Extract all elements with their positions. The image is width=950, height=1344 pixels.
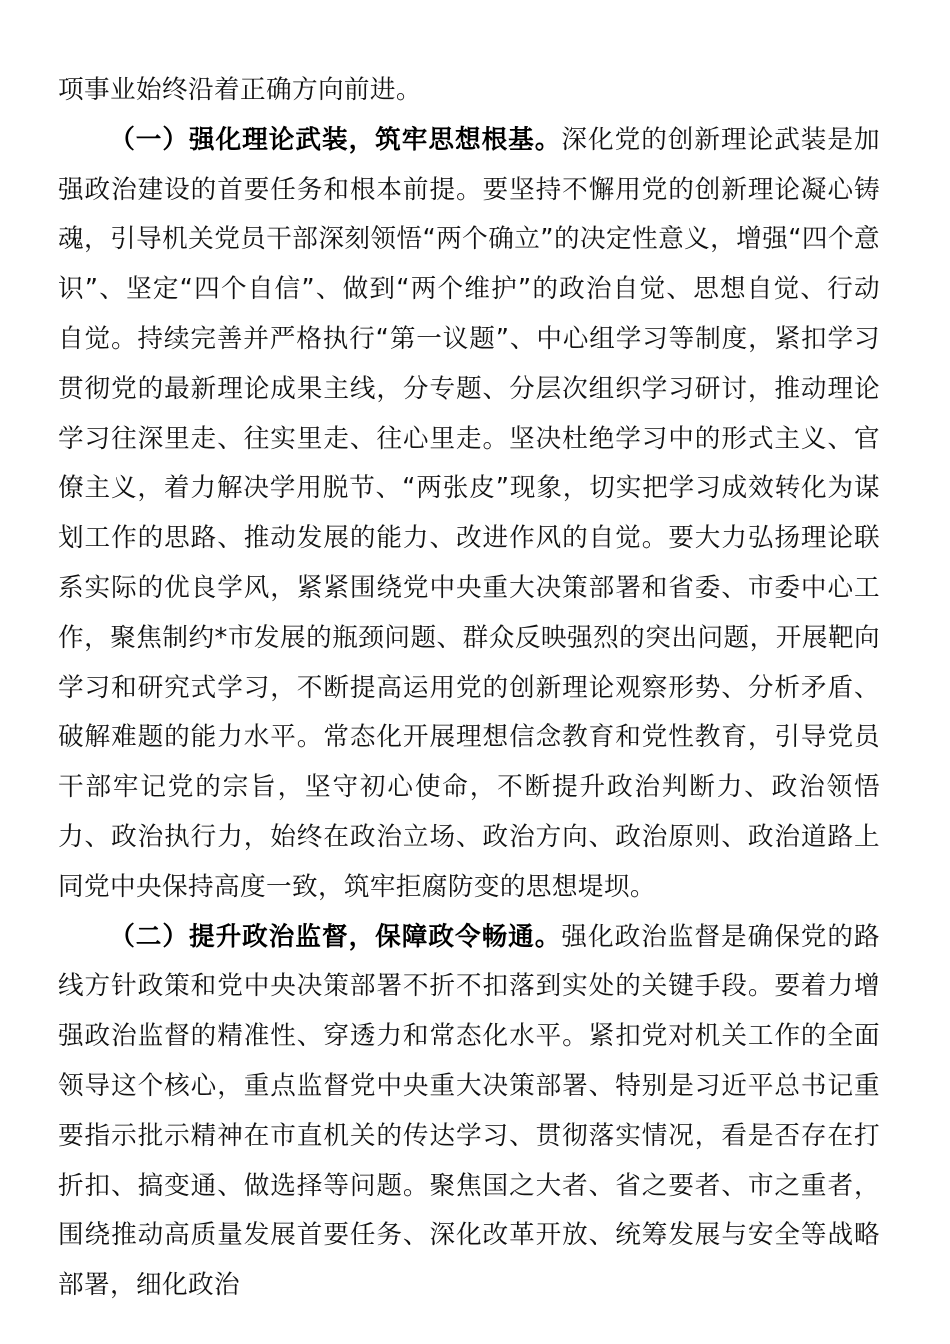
section-heading-1: （一）强化理论武装，筑牢思想根基。 (109, 124, 562, 155)
section-heading-2: （二）提升政治监督，保障政令畅通。 (109, 921, 562, 952)
paragraph-text: 深化党的创新理论武装是加强政治建设的首要任务和根本前提。要坚持不懈用党的创新理论凝心铸魂，引导机关党员干部深刻领悟“两个确立”的决定性意义，增强“四个意识”、坚定“四个自信”、做到“两个维护”的政治自觉、思想自觉、行动自觉。持续完善并严格执行“第一议题”、中心组学习等制度，紧扣学习贯彻党的最新理论成果主线，分专题、分层次组织学习研讨，推动理论学习往深里走、往实里走、往心里走。坚决杜绝学习中的形式主义、官僚主义，着力解决学用脱节、“两张皮”现象，切实把学习成效转化为谋划工作的思路、推动发展的能力、改进作风的自觉。要大力弘扬理论联系实际的优良学风，紧紧围绕党中央重大决策部署和省委、市委中心工作，聚焦制约*市发展的瓶颈问题、群众反映强烈的突出问题，开展靶向学习和研究式学习，不断提高运用党的创新理论观察形势、分析矛盾、破解难题的能力水平。常态化开展理想信念教育和党性教育，引导党员干部牢记党的宗旨，坚守初心使命，不断提升政治判断力、政治领悟力、政治执行力，始终在政治立场、政治方向、政治原则、政治道路上同党中央保持高度一致，筑牢拒腐防变的思想堤坝。 (58, 124, 880, 902)
paragraph-section-2 (58, 913, 880, 1311)
paragraph-continuation (58, 66, 880, 116)
paragraph-text: 项事业始终沿着正确方向前进。 (58, 75, 422, 105)
paragraph-section-1 (58, 116, 880, 913)
document-page (58, 66, 880, 1311)
paragraph-text: 强化政治监督是确保党的路线方针政策和党中央决策部署不折不扣落到实处的关键手段。要着力增强政治监督的精准性、穿透力和常态化水平。紧扣党对机关工作的全面领导这个核心，重点监督党中央重大决策部署、特别是习近平总书记重要指示批示精神在市直机关的传达学习、贯彻落实情况，看是否存在打折扣、搞变通、做选择等问题。聚焦国之大者、省之要者、市之重者，围绕推动高质量发展首要任务、深化改革开放、统筹发展与安全等战略部署，细化政治 (58, 921, 880, 1301)
